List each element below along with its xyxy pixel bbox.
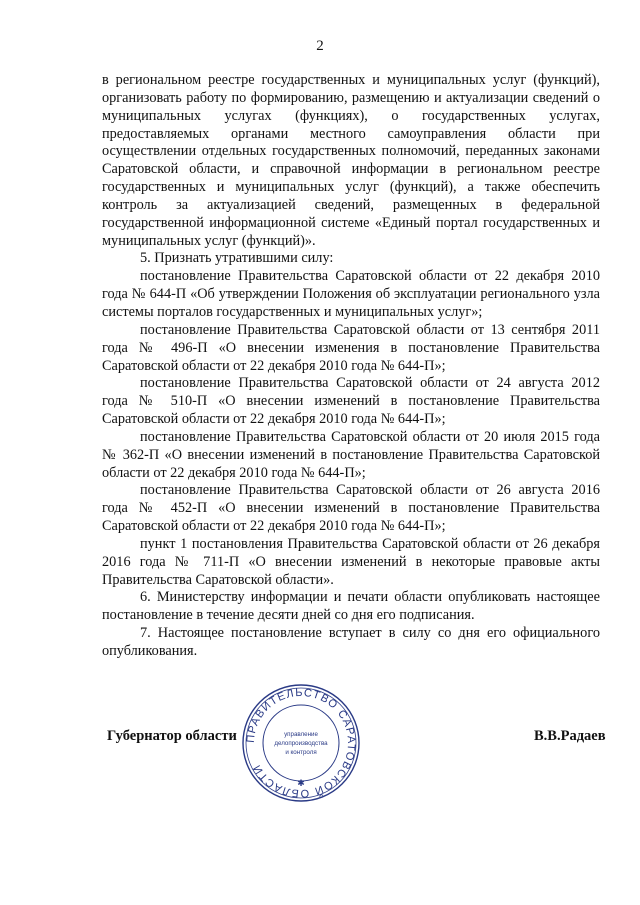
paragraph-item-7: 7. Настоящее постановление вступает в силу со дня его официального опубликования. — [102, 625, 600, 659]
official-seal-stamp — [240, 682, 362, 804]
seal-graphic — [240, 682, 362, 804]
signatory-name: В.В.Радаев — [534, 728, 606, 744]
paragraph-repealed-act: постановление Правительства Саратовской области от 20 июля 2015 года № 362-П «О внесении изменений в постановление Правительства Саратовской области от 22 декабря 2010 года № 644-П»; — [102, 428, 600, 481]
paragraph-repealed-act: постановление Правительства Саратовской области от 22 декабря 2010 года № 644-П «Об утверждении Положения об эксплуатации регионального узла системы порталов государственных и муниципальных услуг»; — [102, 268, 600, 320]
seal-center-line: управление — [284, 731, 318, 738]
svg-text:✱: ✱ — [297, 778, 305, 788]
paragraph-item-6: 6. Министерству информации и печати области опубликовать настоящее постановление в течение десяти дней со дня его подписания. — [102, 589, 600, 624]
seal-center-line: делопроизводства — [274, 740, 328, 747]
seal-ring-text: ПРАВИТЕЛЬСТВО САРАТОВСКОЙ ОБЛАСТИ — [244, 686, 358, 800]
document-body — [102, 72, 600, 661]
paragraph-item-5: 5. Признать утратившими силу: — [140, 250, 334, 267]
signatory-title: Губернатор области — [107, 728, 237, 744]
paragraph-repealed-act: постановление Правительства Саратовской области от 26 августа 2016 года № 452-П «О внесении изменений в постановление Правительства Саратовской области от 22 декабря 2010 года № 644-П»; — [102, 482, 600, 535]
paragraph-continuation: в региональном реестре государственных и муниципальных услуг (функций), организовать работу по формированию, размещению и актуализации сведений о муниципальных услугах (функциях), о государственных услугах, предоставляемых органами местного самоуправления области при осуществлении отдельных государственных полномочий, переданных законами Саратовской области, и справочной информации в региональном реестре государственных и муниципальных услуг (функций), а также обеспечить контроль за актуализацией сведений, размещенных в федеральной государственной информационной системе «Единый портал государственных и муниципальных услуг (функций)». — [102, 72, 600, 249]
paragraph-repealed-act: пункт 1 постановления Правительства Саратовской области от 26 декабря 2016 года № 711-П «О внесении изменений в некоторые правовые акты Правительства Саратовской области». — [102, 535, 600, 588]
page-number: 2 — [316, 38, 324, 54]
seal-center-line: и контроля — [285, 749, 317, 756]
paragraph-repealed-act: постановление Правительства Саратовской области от 24 августа 2012 года № 510-П «О внесении изменений в постановление Правительства Саратовской области от 22 декабря 2010 года № 644-П»; — [102, 375, 600, 428]
paragraph-repealed-act: постановление Правительства Саратовской области от 13 сентября 2011 года № 496-П «О внесении изменения в постановление Правительства Саратовской области от 22 декабря 2010 года № 644-П»; — [102, 321, 600, 374]
